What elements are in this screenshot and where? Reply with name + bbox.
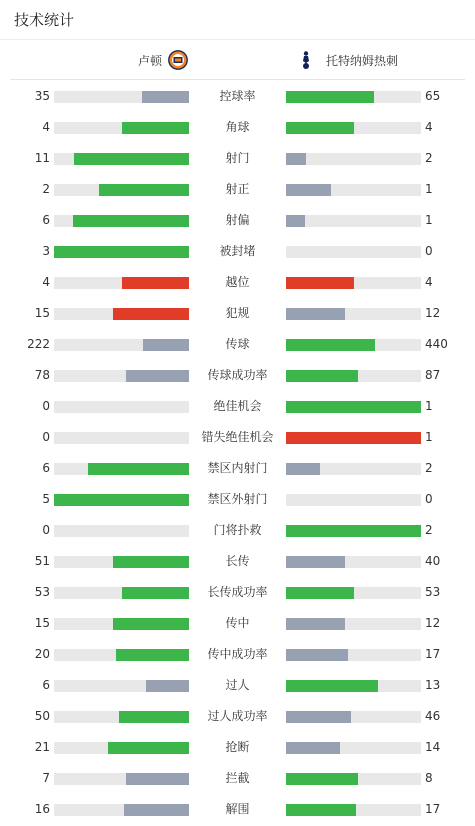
away-value: 12 [425, 306, 441, 320]
home-bar-track [54, 215, 189, 227]
away-bar-track [286, 215, 421, 227]
away-bar-fill [286, 525, 421, 537]
stat-row [0, 143, 475, 174]
away-value: 53 [425, 585, 441, 599]
away-bar-track [286, 618, 421, 630]
home-bar-fill [88, 463, 189, 475]
away-bar-fill [286, 804, 356, 816]
stat-label: 过人 [225, 678, 250, 692]
stat-row [0, 112, 475, 143]
home-value: 6 [42, 461, 50, 475]
stat-label: 绝佳机会 [213, 399, 262, 413]
stats-list [0, 81, 475, 825]
away-bar-fill [286, 680, 378, 692]
home-bar-fill [124, 804, 189, 816]
home-bar-track [54, 711, 189, 723]
away-bar-fill [286, 587, 354, 599]
home-bar-fill [113, 618, 189, 630]
home-value: 53 [34, 585, 50, 599]
home-bar-track [54, 494, 189, 506]
home-value: 78 [34, 368, 50, 382]
away-value: 0 [425, 244, 433, 258]
home-bar-track [54, 246, 189, 258]
away-value: 1 [425, 399, 433, 413]
page-title: 技术统计 [14, 11, 75, 29]
away-value: 46 [425, 709, 441, 723]
home-bar-fill [119, 711, 189, 723]
away-bar-track [286, 370, 421, 382]
stat-row [0, 453, 475, 484]
stat-label: 越位 [225, 275, 250, 289]
stat-row [0, 391, 475, 422]
away-bar-track [286, 773, 421, 785]
stat-row [0, 81, 475, 112]
home-bar-track [54, 525, 189, 537]
away-value: 17 [425, 647, 441, 661]
away-bar-fill [286, 215, 305, 227]
stat-label: 抢断 [225, 740, 250, 754]
team-header [10, 40, 465, 80]
stat-label: 射偏 [225, 213, 250, 227]
home-bar-track [54, 556, 189, 568]
stat-row [0, 298, 475, 329]
home-bar-track [54, 339, 189, 351]
stat-row [0, 732, 475, 763]
away-bar-fill [286, 649, 348, 661]
home-value: 11 [34, 151, 50, 165]
away-bar-fill [286, 711, 351, 723]
home-bar-fill [73, 215, 189, 227]
stat-row [0, 329, 475, 360]
home-bar-track [54, 680, 189, 692]
home-bar-track [54, 277, 189, 289]
away-bar-track [286, 246, 421, 258]
stat-label: 角球 [225, 120, 250, 134]
away-bar-track [286, 91, 421, 103]
stat-row [0, 546, 475, 577]
stat-label: 控球率 [219, 89, 256, 103]
home-bar-track [54, 91, 189, 103]
away-bar-track [286, 153, 421, 165]
home-bar-fill [122, 122, 190, 134]
stat-row [0, 236, 475, 267]
stat-row [0, 205, 475, 236]
away-value: 14 [425, 740, 441, 754]
home-bar-track [54, 401, 189, 413]
stat-row [0, 577, 475, 608]
away-bar-track [286, 277, 421, 289]
page-header [0, 0, 475, 40]
away-value: 13 [425, 678, 441, 692]
stat-label: 射正 [225, 182, 250, 196]
home-bar-fill [108, 742, 189, 754]
home-value: 20 [34, 647, 50, 661]
stat-row [0, 763, 475, 794]
home-bar-track [54, 463, 189, 475]
stat-label: 长传成功率 [207, 585, 268, 599]
stat-row [0, 701, 475, 732]
away-bar-track [286, 308, 421, 320]
stat-label: 射门 [225, 151, 250, 165]
away-value: 12 [425, 616, 441, 630]
away-bar-track [286, 401, 421, 413]
home-bar-track [54, 153, 189, 165]
home-value: 21 [34, 740, 50, 754]
away-value: 2 [425, 523, 433, 537]
away-bar-fill [286, 618, 345, 630]
home-bar-track [54, 370, 189, 382]
home-bar-track [54, 432, 189, 444]
away-bar-track [286, 711, 421, 723]
home-value: 7 [42, 771, 50, 785]
away-bar-track [286, 463, 421, 475]
home-bar-fill [99, 184, 189, 196]
away-bar-fill [286, 184, 331, 196]
away-bar-track [286, 525, 421, 537]
home-bar-track [54, 308, 189, 320]
away-bar-fill [286, 432, 421, 444]
away-bar-fill [286, 370, 358, 382]
away-bar-fill [286, 773, 358, 785]
home-bar-fill [142, 91, 189, 103]
home-value: 35 [34, 89, 50, 103]
home-bar-fill [116, 649, 189, 661]
away-bar-fill [286, 742, 340, 754]
away-value: 87 [425, 368, 441, 382]
home-bar-track [54, 742, 189, 754]
stat-row [0, 515, 475, 546]
away-value: 8 [425, 771, 433, 785]
home-value: 4 [42, 275, 50, 289]
away-bar-track [286, 587, 421, 599]
stat-label: 传中成功率 [207, 647, 268, 661]
home-bar-fill [143, 339, 189, 351]
away-team-name: 托特纳姆热刺 [326, 53, 399, 68]
home-bar-fill [54, 246, 189, 258]
stat-label: 门将扑救 [213, 523, 262, 537]
home-bar-fill [122, 277, 190, 289]
away-bar-track [286, 432, 421, 444]
home-value: 0 [42, 399, 50, 413]
away-bar-fill [286, 339, 375, 351]
away-value: 1 [425, 213, 433, 227]
stat-label: 犯规 [225, 306, 250, 320]
home-value: 51 [34, 554, 50, 568]
home-value: 5 [42, 492, 50, 506]
home-value: 15 [34, 306, 50, 320]
stat-row [0, 794, 475, 825]
stat-label: 禁区内射门 [207, 461, 268, 475]
home-bar-track [54, 773, 189, 785]
home-value: 16 [34, 802, 50, 816]
home-team-name: 卢顿 [138, 53, 163, 68]
home-team[interactable] [138, 40, 188, 80]
away-bar-fill [286, 308, 345, 320]
away-bar-track [286, 184, 421, 196]
stat-row [0, 639, 475, 670]
away-value: 65 [425, 89, 441, 103]
away-bar-fill [286, 463, 320, 475]
stat-row [0, 174, 475, 205]
home-value: 2 [42, 182, 50, 196]
away-bar-fill [286, 556, 345, 568]
home-value: 15 [34, 616, 50, 630]
stat-label: 传中 [225, 616, 250, 630]
home-bar-track [54, 804, 189, 816]
away-value: 2 [425, 461, 433, 475]
away-bar-fill [286, 122, 354, 134]
away-bar-track [286, 494, 421, 506]
home-bar-fill [113, 308, 189, 320]
home-bar-fill [54, 494, 189, 506]
home-value: 0 [42, 430, 50, 444]
away-value: 4 [425, 120, 433, 134]
home-bar-track [54, 122, 189, 134]
stat-label: 拦截 [225, 771, 250, 785]
away-bar-track [286, 804, 421, 816]
luton-crest-icon [168, 50, 188, 70]
stat-row [0, 670, 475, 701]
home-value: 6 [42, 678, 50, 692]
stat-label: 长传 [225, 554, 250, 568]
away-bar-track [286, 680, 421, 692]
away-value: 0 [425, 492, 433, 506]
away-value: 40 [425, 554, 441, 568]
home-value: 0 [42, 523, 50, 537]
away-bar-track [286, 339, 421, 351]
stat-label: 过人成功率 [207, 709, 268, 723]
stat-label: 解围 [225, 802, 250, 816]
stat-row [0, 608, 475, 639]
home-bar-fill [126, 370, 189, 382]
stat-row [0, 360, 475, 391]
home-value: 3 [42, 244, 50, 258]
home-bar-fill [146, 680, 189, 692]
stat-row [0, 267, 475, 298]
away-bar-track [286, 742, 421, 754]
away-bar-track [286, 122, 421, 134]
away-bar-fill [286, 91, 374, 103]
home-bar-fill [113, 556, 189, 568]
home-bar-track [54, 184, 189, 196]
home-bar-fill [74, 153, 189, 165]
away-bar-fill [286, 401, 421, 413]
stat-label: 禁区外射门 [207, 492, 268, 506]
stat-row [0, 484, 475, 515]
away-value: 1 [425, 182, 433, 196]
away-value: 2 [425, 151, 433, 165]
away-bar-fill [286, 153, 306, 165]
stat-label: 被封堵 [219, 244, 256, 258]
home-value: 222 [27, 337, 50, 351]
stat-label: 传球 [225, 337, 250, 351]
away-bar-track [286, 556, 421, 568]
stat-row [0, 422, 475, 453]
home-value: 6 [42, 213, 50, 227]
tottenham-cockerel-icon [296, 50, 316, 70]
home-bar-track [54, 649, 189, 661]
stat-label: 错失绝佳机会 [201, 430, 274, 444]
away-bar-track [286, 649, 421, 661]
away-team[interactable] [296, 40, 398, 80]
home-value: 4 [42, 120, 50, 134]
away-bar-fill [286, 277, 354, 289]
home-bar-fill [122, 587, 190, 599]
home-bar-track [54, 587, 189, 599]
away-value: 440 [425, 337, 448, 351]
stat-label: 传球成功率 [207, 368, 268, 382]
home-value: 50 [34, 709, 50, 723]
home-bar-fill [126, 773, 189, 785]
away-value: 1 [425, 430, 433, 444]
away-value: 4 [425, 275, 433, 289]
home-bar-track [54, 618, 189, 630]
away-value: 17 [425, 802, 441, 816]
